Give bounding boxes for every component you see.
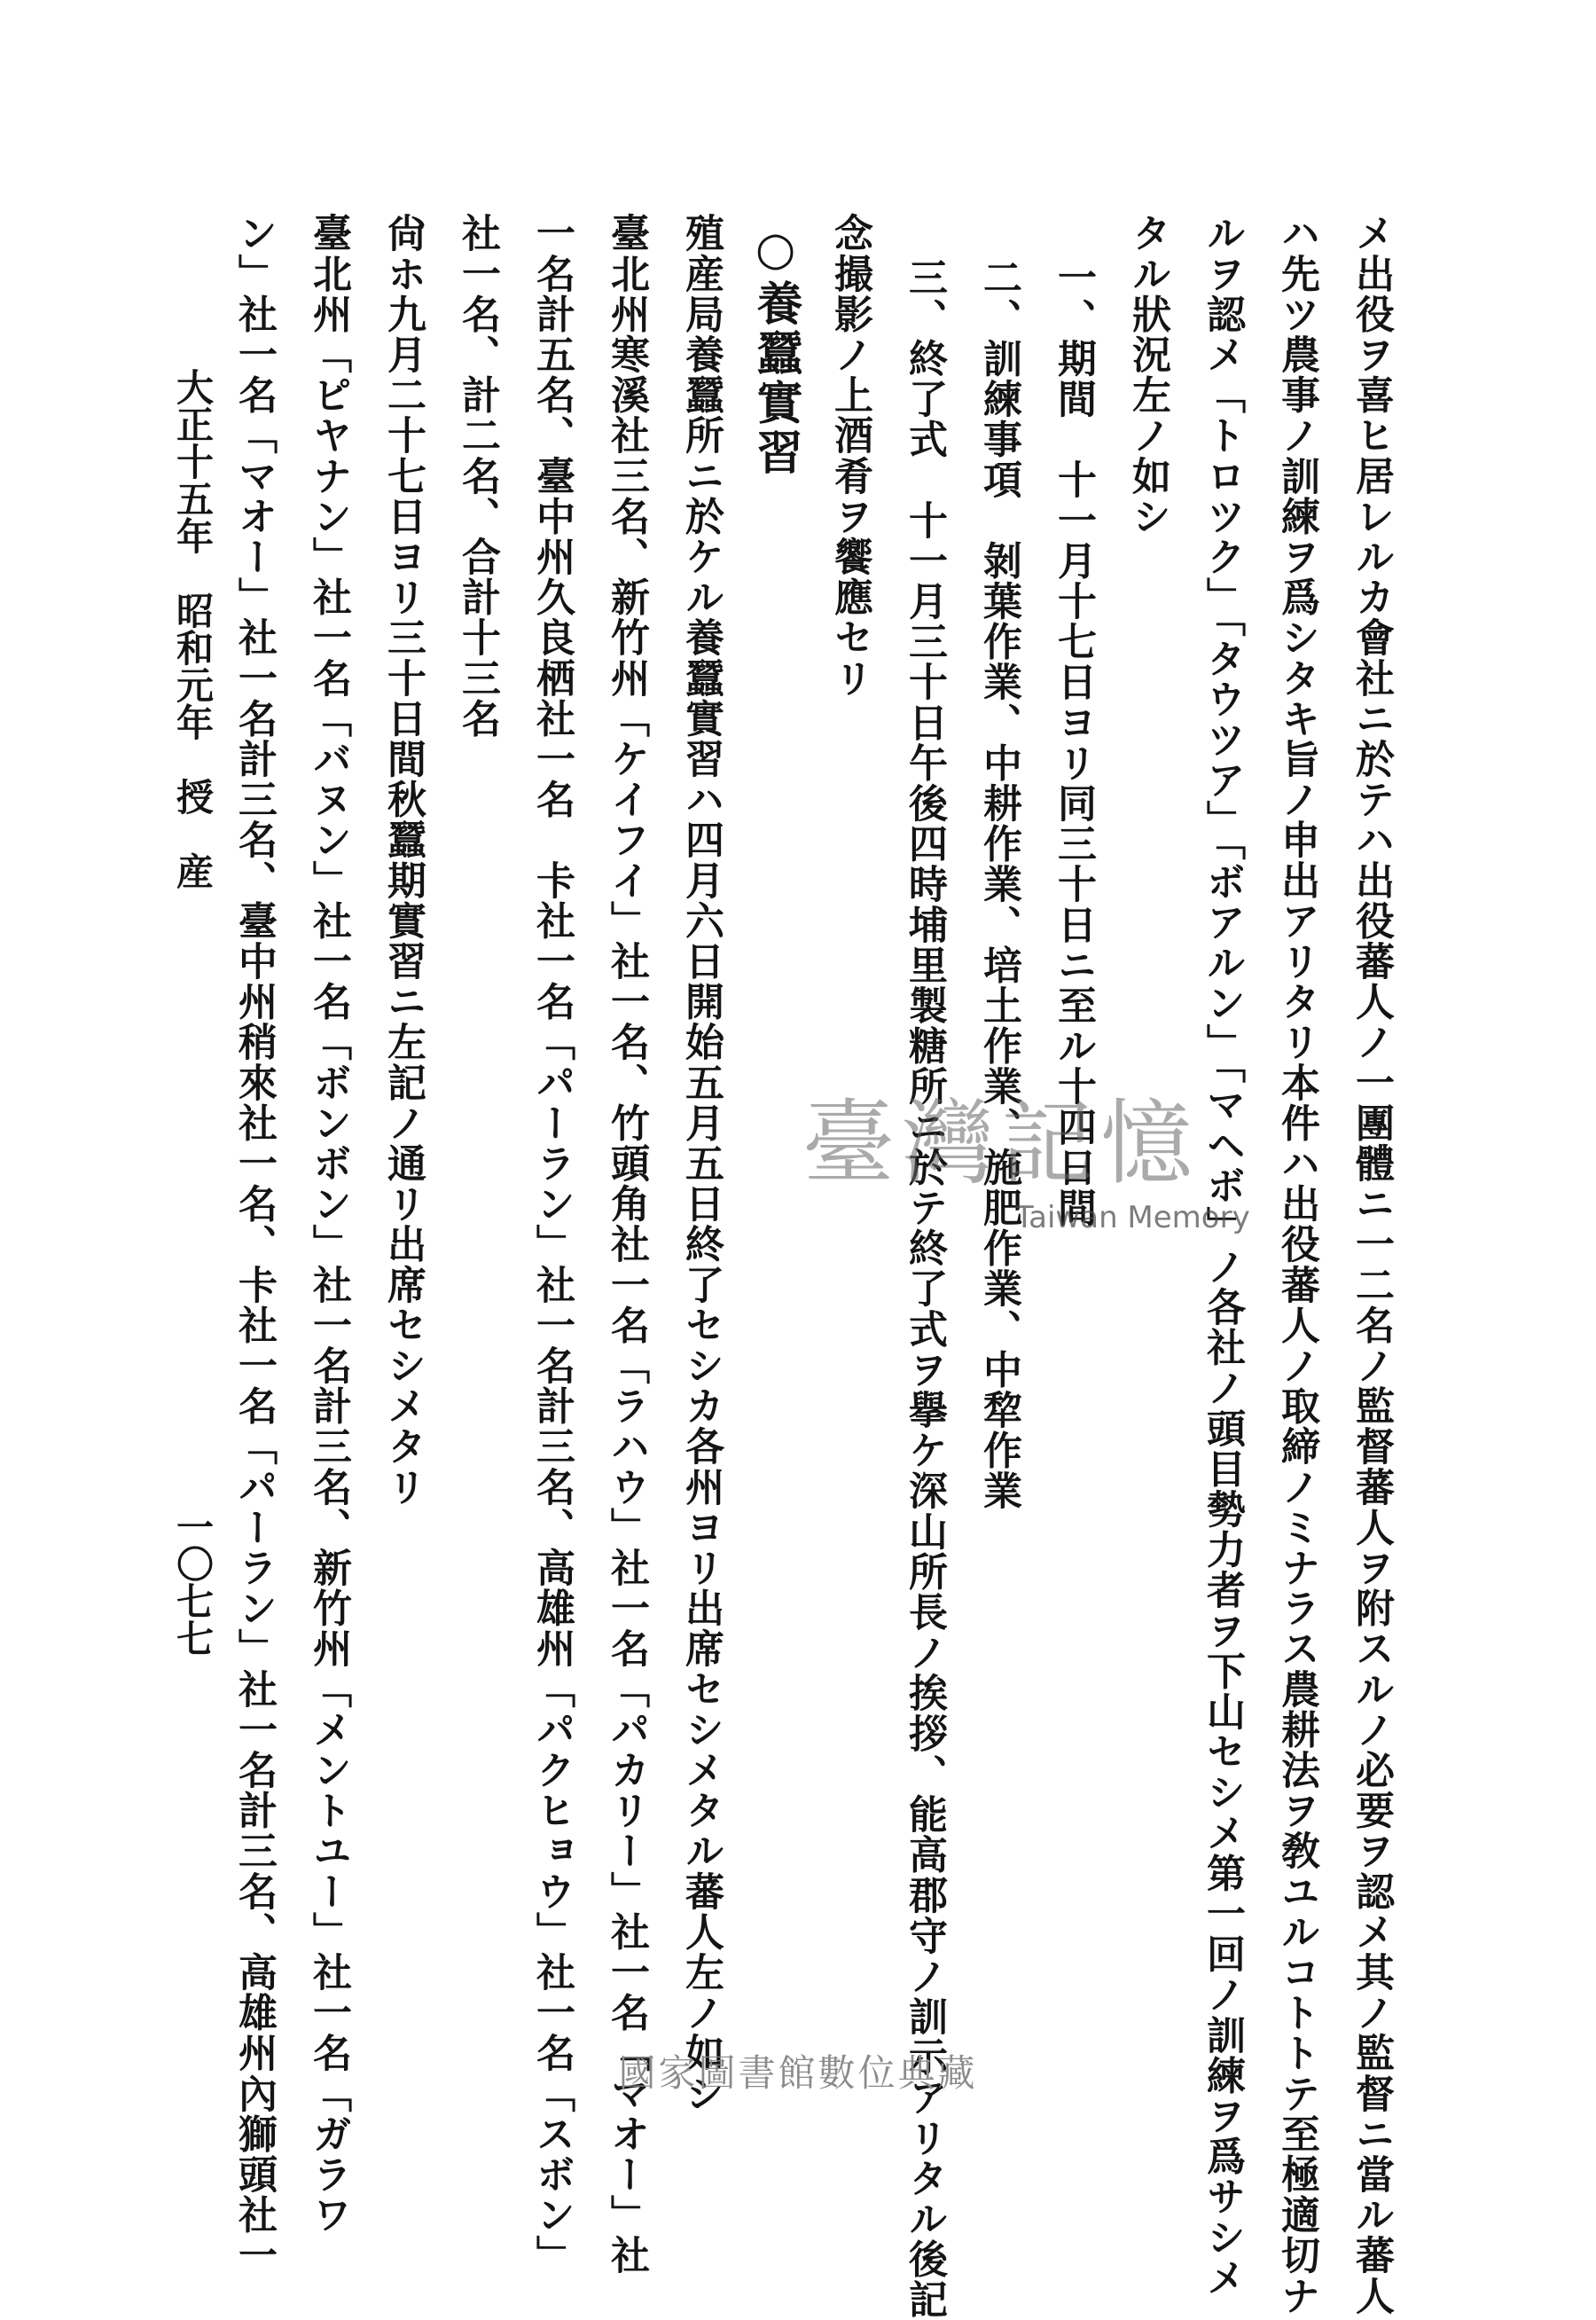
text-column-5: 一、期間 十一月十七日ヨリ同三十日ニ至ル十四日間 [1051, 257, 1096, 1228]
text-column-2: ハ先ツ農事ノ訓練ヲ爲シタキ旨ノ申出アリタリ本件ハ出役蕃人ノ取締ノミナラス農耕法ヲ敎ユルコトトテ至極適切ナ [1274, 213, 1319, 2316]
text-column-3: ルヲ認メ「トロツク」「タウツア」「ボアルン」「マヘボ」ノ各社ノ頭目勢力者ヲ下山セシメ第一回ノ訓練ヲ爲サシメ [1200, 213, 1245, 2298]
section-heading: ○養蠶實習 [748, 222, 802, 478]
text-column-15: 臺北州「ピヤナン」社一名「バヌン」社一名「ボンボン」社一名計三名、新竹州「メントユー」社一名「ガラワ [306, 213, 351, 2235]
library-footer: 國家圖書館數位典藏 [618, 2051, 978, 2095]
page-number: 一〇七七 [171, 1508, 215, 1657]
watermark-sub: Taiwan Memory [1015, 1200, 1250, 1235]
text-column-4: タル狀況左ノ如シ [1125, 213, 1170, 537]
text-column-12: 一名計五名、臺中州久良栖社一名 卡社一名「パーラン」社一名計三名、高雄州「パクヒョウ」社一名「スボン」 [529, 213, 575, 2276]
text-column-13: 社一名、計二名、合計十三名 [455, 213, 500, 739]
text-column-1: メ出役ヲ喜ヒ居レルカ會社ニ於テハ出役蕃人ノ一團體ニ一二名ノ監督蕃人ヲ附スルノ必要ヲ認メ其ノ監督ニ當ル蕃人 [1349, 213, 1394, 2316]
text-column-8: 念撮影ノ上酒肴ヲ饗應セリ [827, 213, 872, 699]
text-column-16: ン」社一名「マオー」社一名計三名、臺中州稍來社一名、卡社一名「パーラン」社一名計三名、高雄州內獅頭社一 [231, 213, 277, 2276]
text-column-7: 三、終了式 十一月三十日午後四時埔里製糖所ニ於テ終了式ヲ擧ケ深山所長ノ挨拶、能高郡守ノ訓示アリタル後記 [902, 257, 947, 2320]
text-column-14: 尙ホ九月二十七日ヨリ三十日間秋蠶期實習ニ左記ノ通リ出席セシメタリ [380, 213, 426, 1508]
text-column-10: 殖産局養蠶所ニ於ケル養蠶實習ハ四月六日開始五月五日終了セシカ各州ヨリ出席セシメタル蕃人左ノ如シ [678, 213, 724, 2114]
running-footer: 大正十五年 昭和元年 授 産 [171, 368, 215, 890]
watermark-main: 臺灣記憶 [802, 1089, 1201, 1197]
text-column-6: 二、訓練事項 剝葉作業、中耕作業、培土作業、施肥作業、中犂作業 [976, 257, 1021, 1511]
text-column-11: 臺北州寒溪社三名、新竹州「ケイフイ」社一名、竹頭角社一名「ラハウ」社一名「パカリー」社一名「マオー」社 [604, 213, 649, 2276]
